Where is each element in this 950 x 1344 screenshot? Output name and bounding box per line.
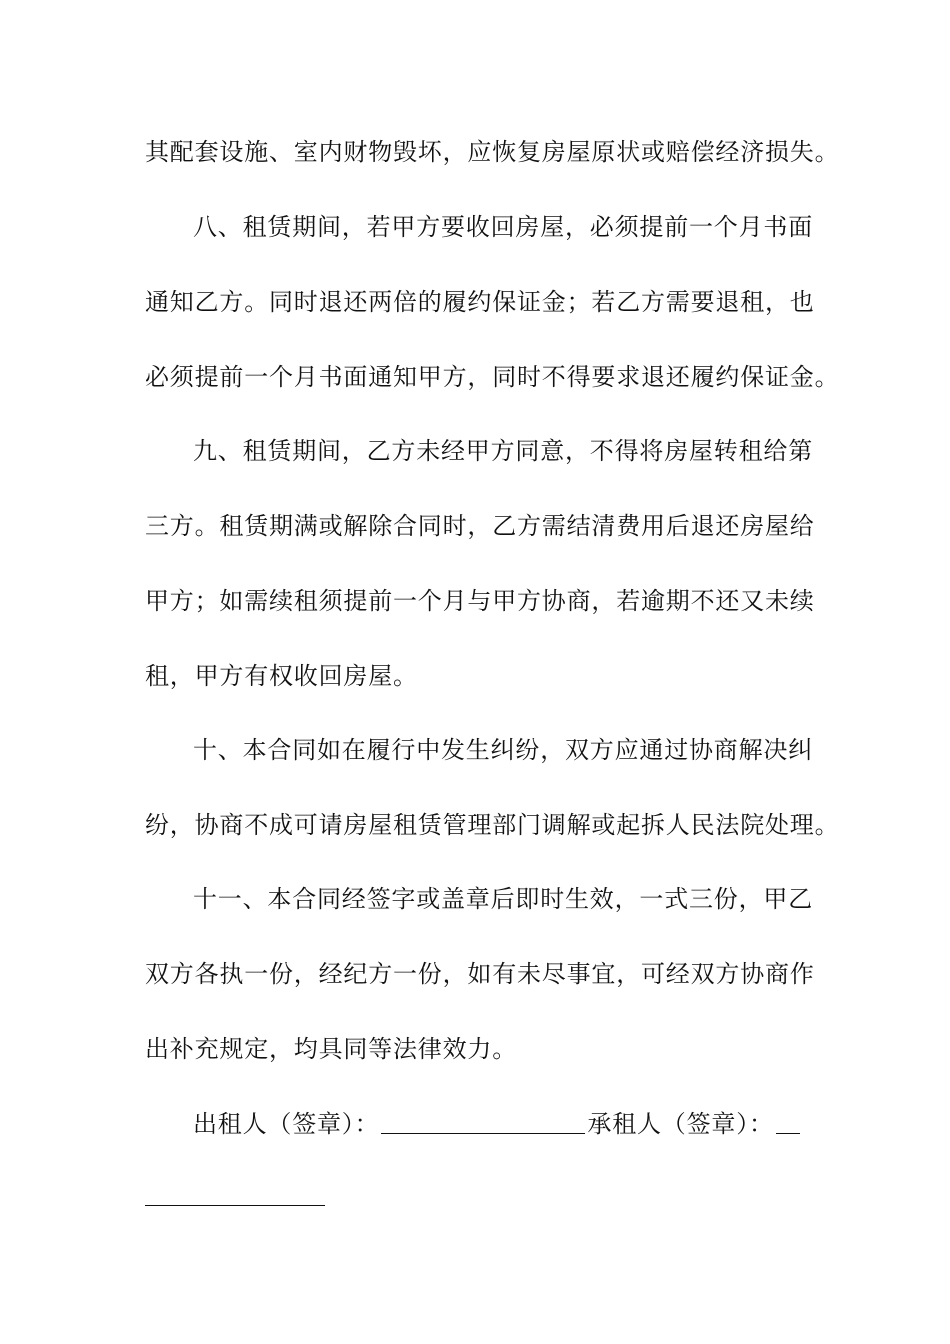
clause-9-line: 三方。租赁期满或解除合同时，乙方需结清费用后退还房屋给 — [145, 512, 815, 540]
clause-8-line: 通知乙方。同时退还两倍的履约保证金；若乙方需要退租，也 — [145, 288, 815, 316]
lessee-signature-blank[interactable] — [776, 1109, 800, 1134]
clause-8-line: 必须提前一个月书面通知甲方，同时不得要求退还履约保证金。 — [145, 363, 840, 391]
signature-line — [193, 1109, 858, 1139]
clause-11-line: 出补充规定，均具同等法律效力。 — [145, 1035, 517, 1063]
text-line: 其配套设施、室内财物毁坏，应恢复房屋原状或赔偿经济损失。 — [145, 138, 840, 166]
clause-9-line: 租，甲方有权收回房屋。 — [145, 662, 418, 690]
clause-10-line: 十、本合同如在履行中发生纠纷，双方应通过协商解决纠 — [193, 736, 813, 764]
clause-8-line: 八、租赁期间，若甲方要收回房屋，必须提前一个月书面 — [193, 213, 813, 241]
clause-11-line: 十一、本合同经签字或盖章后即时生效，一式三份，甲乙 — [193, 885, 813, 913]
clause-10-line: 纷，协商不成可请房屋租赁管理部门调解或起拆人民法院处理。 — [145, 811, 840, 839]
lessor-signature-blank[interactable] — [381, 1109, 585, 1134]
lessee-signature-label: 承租人（签章）： — [587, 1110, 774, 1138]
clause-9-line: 九、租赁期间，乙方未经甲方同意，不得将房屋转租给第 — [193, 437, 813, 465]
clause-9-line: 甲方；如需续租须提前一个月与甲方协商，若逾期不还又未续 — [145, 587, 815, 615]
clause-11-line: 双方各执一份，经纪方一份，如有未尽事宜，可经双方协商作 — [145, 960, 815, 988]
lessor-signature-label: 出租人（签章）： — [193, 1110, 380, 1138]
lessee-signature-blank-continuation[interactable] — [145, 1205, 325, 1206]
